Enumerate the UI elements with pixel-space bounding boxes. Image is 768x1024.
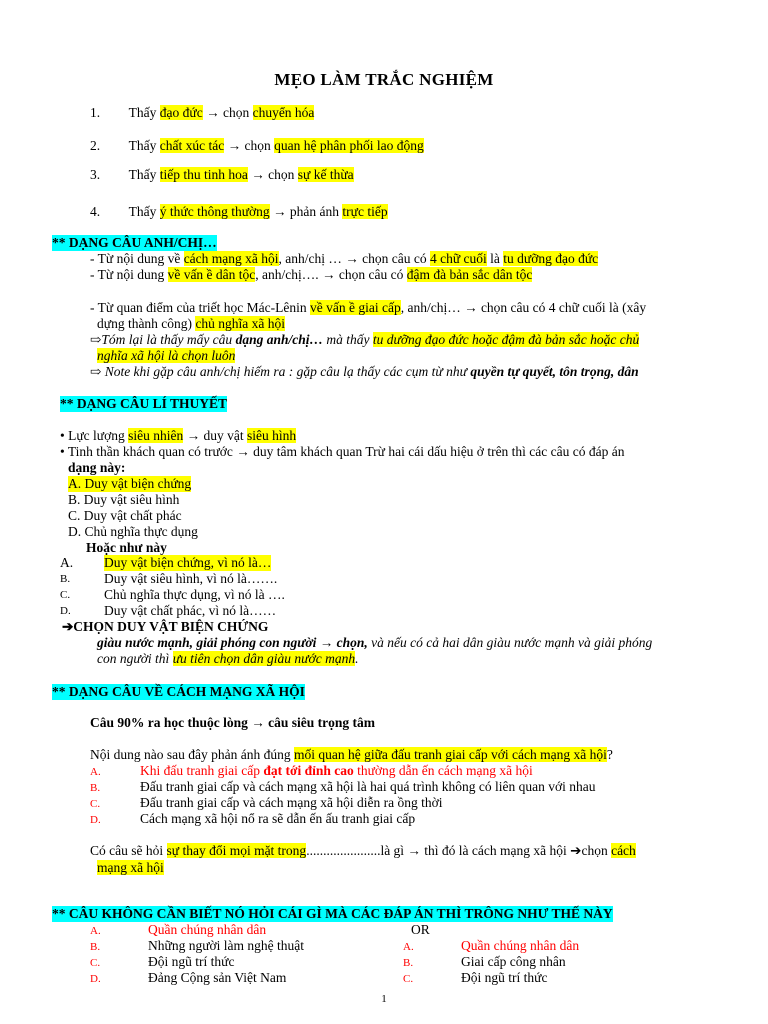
option-key: C. [68,508,81,523]
rich-line [97,651,358,667]
tip-answer: sự kế thừa [297,167,354,182]
tip-text: → phản ánh [269,204,343,219]
option-key: C. [403,973,414,985]
s1-line [90,300,646,316]
text: , anh/chị… → chọn câu có 4 chữ cuối là (xây [400,300,647,315]
text: - Từ nội dung về [90,251,184,266]
tip-text: → chọn [247,167,298,182]
option-text: Duy vật biện chứng [84,476,192,491]
text: , anh/chị…. → chọn câu có [255,267,407,282]
highlight: cách mạng xã hội [183,251,279,266]
option-text: Quần chúng nhân dân [461,938,580,953]
highlight: về vấn ề giai cấp [310,300,401,315]
tip-keyword: đạo đức [159,105,203,120]
tip-number: 3. [90,167,101,182]
arrow-icon: ⇨ [90,364,105,379]
section-heading-li-thuyet: ** DẠNG CÂU LÍ THUYẾT [60,396,228,411]
or-label: Hoặc như này [86,540,167,555]
text: Nội dung nào sau đây phản ánh đúng [90,747,294,762]
option-key: D. [60,605,71,617]
tip-item [90,105,314,121]
s2-bullet [60,428,296,444]
text: quyền tự quyết, tôn trọng, dân [470,364,639,379]
tip-text: Thấy [128,138,160,153]
option-text: Chủ nghĩa thực dụng, vì nó là …. [104,587,285,602]
option-b [68,492,179,508]
tip-number: 4. [90,204,101,219]
tip-item [90,167,354,183]
text: là [486,251,504,266]
question-line [90,843,636,859]
highlight: nghĩa xã hội là chọn luôn [97,348,236,363]
text: chọn, [336,635,368,650]
rich-line [97,635,652,651]
highlight: siêu hình [247,428,297,443]
option-text: Những người làm nghệ thuật [148,938,305,953]
highlight: mối quan hệ giữa đấu tranh giai cấp với cách mạng xã hội [293,747,607,762]
option-key: D. [90,814,101,826]
option-text: Cách mạng xã hội nổ ra sẽ dẫn ến ấu tranh giai cấp [140,811,416,826]
option-key: A. [68,476,82,491]
text: con người thì [97,651,173,666]
text: Khi đấu tranh giai cấp [140,763,264,778]
s1-line [97,316,285,332]
option-text [140,763,533,779]
important-note: Câu 90% ra học thuộc lòng → câu siêu trọng tâm [90,715,376,730]
option-text: Đấu tranh giai cấp và cách mạng xã hội diễn ra ồng thời [140,795,443,810]
highlight: chủ nghĩa xã hội [195,316,286,331]
tip-number: 2. [90,138,101,153]
text: thường dẫn ến cách mạng xã hội [353,763,533,778]
highlight: tu dưỡng đạo đức hoặc đậm đà bản sắc hoặc chủ [372,332,640,347]
highlight: về vấn ề dân tộc [167,267,256,282]
option-text: Đấu tranh giai cấp và cách mạng xã hội là hai quá trình không có liên quan với nhau [140,779,596,794]
highlight: siêu nhiên [128,428,184,443]
text: dạng anh/chị… [235,332,323,347]
choose-conclusion: ➔CHỌN DUY VẬT BIỆN CHỨNG [62,619,269,634]
text: Có câu sẽ hỏi [90,843,167,858]
s2-bullet [60,444,625,460]
tip-text: → chọn [202,105,253,120]
s1-summary [90,332,639,348]
text: mà thấy [322,332,373,347]
section-heading-cach-mang: ** DẠNG CÂU VỀ CÁCH MẠNG XÃ HỘI [52,684,305,699]
option-key: C. [60,589,71,601]
option-key: B. [90,941,101,953]
option-key: B. [68,492,81,507]
option-key: C. [90,798,101,810]
arrow-icon: ⇨ [90,332,102,347]
tip-text: Thấy [128,204,160,219]
text: . [355,651,359,666]
section-heading-anh-chi: ** DẠNG CÂU ANH/CHỊ… [52,235,217,250]
option-text: Quần chúng nhân dân [148,922,267,937]
option-key: A. [60,555,74,570]
s1-note [90,364,639,380]
text: • Lực lượng [60,428,129,443]
tip-keyword: chất xúc tác [159,138,225,153]
option-text: Duy vật siêu hình, vì nó là……. [104,571,278,586]
tip-keyword: ý thức thông thường [159,204,270,219]
option-text: Duy vật siêu hình [83,492,180,507]
page-title: MẸO LÀM TRẮC NGHIỆM [274,70,494,89]
option-key: B. [403,957,414,969]
option-key: A. [90,925,101,937]
option-text: Giai cấp công nhân [461,954,566,969]
option-key: B. [60,573,71,585]
tip-text: → chọn [224,138,275,153]
option-c [68,508,182,524]
s1-summary [97,348,235,364]
option-key: A. [90,766,101,778]
tip-number: 1. [90,105,101,120]
text: → [316,635,337,650]
highlight: mạng xã hội [97,860,164,875]
text: - Từ nội dung [90,267,168,282]
question-line [97,860,164,876]
highlight: sự thay đổi mọi mặt trong [166,843,307,858]
s2-bullet-cont: dạng này: [68,460,126,475]
option-text: Đảng Cộng sản Việt Nam [148,970,287,985]
tip-text: Thấy [128,167,160,182]
text: đạt tới đỉnh cao [263,763,354,778]
highlight: đậm đà bản sắc dân tộc [406,267,533,282]
highlight: cách [611,843,636,858]
option-text: Đội ngũ trí thức [461,970,548,985]
tip-answer: quan hệ phân phối lao động [274,138,424,153]
tip-keyword: tiếp thu tinh hoa [159,167,248,182]
tip-item [90,204,388,220]
highlight: tu dưỡng đạo đức [503,251,599,266]
text: - Từ quan điểm của triết học Mác-Lênin [90,300,310,315]
question-line [90,747,613,763]
option-text: Duy vật biện chứng, vì nó là… [104,555,272,570]
highlight: 4 chữ cuối [429,251,487,266]
option-text: Duy vật chất phác [83,508,182,523]
option-d [68,524,198,540]
highlight: ưu tiên chọn dân giàu nước mạnh [172,651,356,666]
section-heading-dap-an: ** CÂU KHÔNG CẦN BIẾT NÓ HỎI CÁI GÌ MÀ CÁC ĐÁP ÁN THÌ TRÔNG NHƯ THẾ NÀY [52,906,613,921]
option-key: C. [90,957,101,969]
tip-text: Thấy [128,105,160,120]
option-key: D. [68,524,82,539]
option-text: Đội ngũ trí thức [148,954,235,969]
option-text: Chủ nghĩa thực dụng [84,524,198,539]
option-text: Duy vật chất phác, vì nó là…… [104,603,277,618]
s1-line [90,251,598,267]
tip-item [90,138,424,154]
text: ......................là gì → thì đó là cách mạng xã hội ➔chọn [306,843,612,858]
text: giàu nước mạnh, giải phóng con người [97,635,317,650]
or-divider: OR [411,922,430,937]
page-number: 1 [381,993,387,1005]
text: , anh/chị … → chọn câu có [278,251,430,266]
tip-answer: chuyển hóa [252,105,315,120]
option-key: B. [90,782,101,794]
tip-answer: trực tiếp [342,204,388,219]
option-a [68,476,191,492]
option-key: D. [90,973,101,985]
text: • Tinh thần khách quan có trước → duy tâm khách quan Trừ hai cái dấu hiệu ở trên thì các câu có đáp án [60,444,625,459]
text: dựng thành công) [97,316,196,331]
text: và nếu có cả hai dân giàu nước mạnh và giải phóng [367,635,653,650]
text: Tóm lại là thấy mấy câu [101,332,236,347]
text: → duy vật [183,428,247,443]
option-key: A. [403,941,414,953]
s1-line [90,267,532,283]
text: ? [606,747,613,762]
text: Note khi gặp câu anh/chị hiếm ra : gặp câu lạ thấy các cụm từ như [104,364,471,379]
